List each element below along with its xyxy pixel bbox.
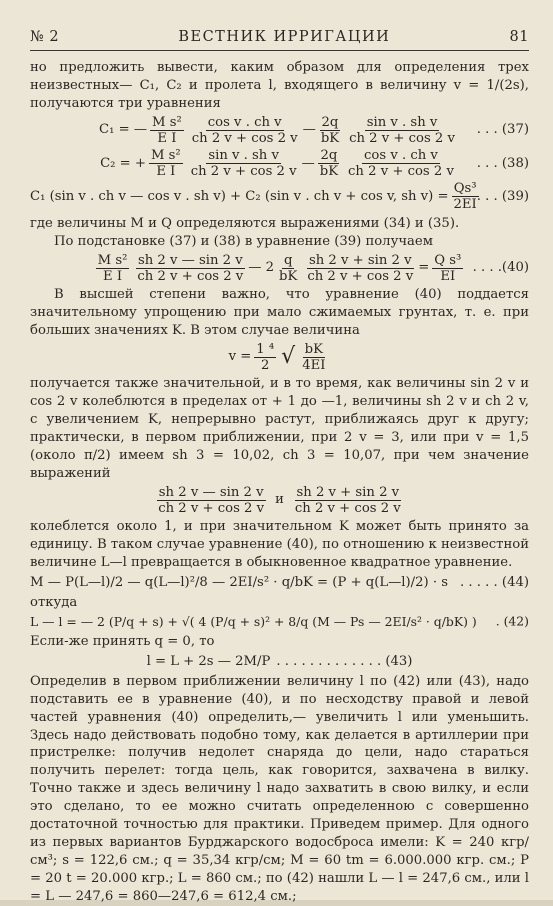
equation-number: . . . (37) [476,122,529,138]
equation-number: . . . (38) [476,155,529,171]
equation-number: . (42) [495,613,529,629]
equation-37: C₁ = — $\frac{\text{M s²}}{\text{E I}}$ $\frac{\text{cos v . ch v}}{ch 2 v + \cos 2 v}$ — $\frac{2q}{bK}$ $\frac{\text{sin v . sh v}}{ch 2 v + \cos 2 v}$ . . . (37) [99,114,529,146]
equation-39: C₁ (sin v . ch v — cos v . sh v) + C₂ (sin v . ch v + cos v, sh v) = $\frac{\text{Qs³}}{2EI}$ . . . (39) [30,181,529,213]
equation-44: M — P(L—l)/2 — q(L—l)²/8 — 2EI/s² · q/bK = (P + q(L—l)/2) · s . . . . . (44) [30,574,529,590]
root-sign: √ [281,344,296,370]
equation-number: . . . .(40) [472,260,529,276]
issue-number: № 2 [30,29,60,45]
paragraph-substitution: По подстановке (37) и (38) в уравнение (39) получаем [54,233,433,249]
paragraph-whence: откуда [30,594,78,610]
running-header [30,0,529,51]
paragraph-if-q-zero: Если-же принять q = 0, то [30,633,215,649]
journal-title: ВЕСТНИК ИРРИГАЦИИ [178,29,391,45]
paragraph-approximation: получается также значительной, и в то время, как величины sin 2 v и cos 2 v колеблются в пределах от + 1 до —1, величины sh 2 v и ch 2 v, с увеличением K, непрерывно растут, приближаясь друг к другу; практически, в первом приближении, при 2 v = 3, или при v = 1,5 (около π/2) имеем sh 3 = 10,02, ch 3 = 10,07, при чем значение выражений [30,376,529,481]
paragraph-where: где величины M и Q определяются выражениями (34) и (35). [30,215,460,231]
equation-43: l = L + 2s — 2M/P . . . . . . . . . . . . . (43) [146,653,413,669]
equation-v-large-k: v = $\frac{\text{1 ⁴}}{2}$ √ $\frac{bK}{4EI}$ [228,341,326,373]
equation-40: $\frac{\text{M s²}}{\text{E I}}$ $\frac{sh 2 v — \sin 2 v}{ch 2 v + \cos 2 v}$ — 2 $\frac{q}{bK}$ $\frac{sh 2 v + \sin 2 v}{ch 2 v + \cos 2 v}$ = $\frac{\text{Q s³}}{EI}$ . . . .(40) [97,252,529,284]
paragraph-simplification: В высшей степени важно, что уравнение (40) поддается значительному упрощению при мало сжимаемых грунтах, т. е. при больших значениях K. В этом случае величина [30,286,529,338]
paragraph-example: Определив в первом приближении величину l по (42) или (43), надо подставить ее в уравнение (40), и по несходству правой и левой частей уравнения (40) определить,— увеличить l или уменьшить. Здесь надо действовать подобно тому, как делается в артиллерии при пристрелке: получив недолет снаряда до цели, надо стараться получить перелет: тогда цель, как говорится, захвачена в вилку. Точно также и здесь величину l надо захватить в свою вилку, и если это сделано, то ее можно считать определенною с совершенно достаточной точностью для практики. Приведем пример. Для одного из первых вариантов Бурджарского водосброса имели: K = 240 кгр/см³; s = 122,6 см.; q = 35,34 кгр/см; M = 60 tm = 6.000.000 кгр. см.; P = 20 t = 20.000 кгр.; L = 860 см.; по (42) нашли L — l = 247,6 см., или l = L — 247,6 = 860—247,6 = 612,4 см.; [30,673,529,905]
equation-number: . . . . . (44) [460,574,529,590]
equation-42: L — l = — 2 (P/q + s) + √( 4 (P/q + s)² + 8/q (M — Ps — 2EI/s² · q/bK) ) . (42) [30,613,529,629]
paragraph-quadratic: колеблется около 1, и при значительном K может быть принято за единицу. В таком случае уравнение (40), по отношению к неизвестной величине L—l превращается в обыкновенное квадратное уравнение. [30,519,529,571]
page-number: 81 [509,29,529,45]
equation-number: . . . (39) [476,188,529,204]
equation-38: C₂ = + $\frac{\text{M s²}}{\text{E I}}$ $\frac{\text{sin v . sh v}}{ch 2 v + \cos 2 v}$ — $\frac{2q}{bK}$ $\frac{\text{cos v . ch v}}{ch 2 v + \cos 2 v}$ . . . (38) [100,147,529,180]
equation-ratio-pair: $\frac{sh 2 v — \sin 2 v}{ch 2 v + \cos 2 v}$ и $\frac{sh 2 v + \sin 2 v}{ch 2 v + \cos 2 v}$ [158,484,401,516]
paragraph-intro: но предложить вывести, каким образом для определения трех неизвестных— C₁, C₂ и пролета l, входящего в величину v = 1/(2s), получаются три уравнения [30,59,529,111]
